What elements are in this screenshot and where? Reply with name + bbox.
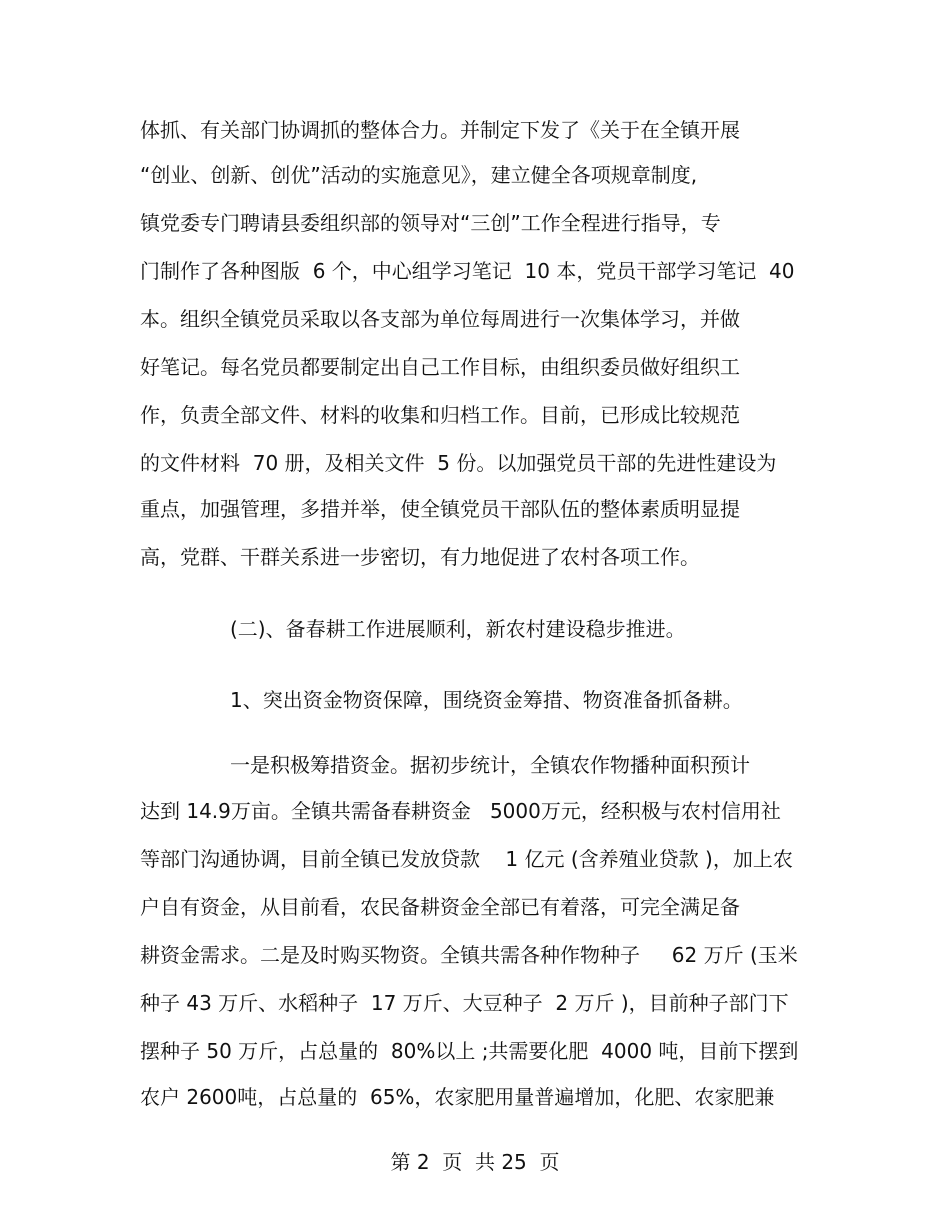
text-line: 作，负责全部文件、材料的收集和归档工作。目前，已形成比较规范 xyxy=(140,403,740,427)
text-line: 好笔记。每名党员都要制定出自己工作目标，由组织委员做好组织工 xyxy=(140,355,740,379)
text-line: “创业、创新、创优”活动的实施意见》，建立健全各项规章制度, xyxy=(140,163,698,187)
text-line: 体抓、有关部门协调抓的整体合力。并制定下发了《关于在全镇开展 xyxy=(140,118,740,142)
text-line: 高，党群、干群关系进一步密切，有力地促进了农村各项工作。 xyxy=(140,545,700,569)
text-line: 摆种子 50 万斤，占总量的 80%以上 ;共需要化肥 4000 吨，目前下摆到 xyxy=(140,1039,799,1063)
text-line: 达到 14.9万亩。全镇共需备春耕资金 5000万元，经积极与农村信用社 xyxy=(140,799,781,823)
text-line: 镇党委专门聘请县委组织部的领导对“三创”工作全程进行指导，专 xyxy=(140,211,721,235)
section-heading: (二)、备春耕工作进展顺利，新农村建设稳步推进。 xyxy=(230,617,686,641)
text-line: 等部门沟通协调，目前全镇已发放贷款 1 亿元 (含养殖业贷款 )，加上农 xyxy=(140,847,793,871)
page-footer: 第 2 页 共 25 页 xyxy=(390,1150,560,1174)
text-line: 门制作了各种图版 6 个，中心组学习笔记 10 本，党员干部学习笔记 40 xyxy=(140,259,795,283)
text-line: 户自有资金，从目前看，农民备耕资金全部已有着落，可完全满足备 xyxy=(140,895,740,919)
paragraph-first-line: 一是积极筹措资金。据初步统计，全镇农作物播种面积预计 xyxy=(230,753,750,777)
text-line: 农户 2600吨，占总量的 65%，农家肥用量普遍增加，化肥、农家肥兼 xyxy=(140,1085,775,1109)
text-line: 的文件材料 70 册，及相关文件 5 份。以加强党员干部的先进性建设为 xyxy=(140,451,777,475)
text-line: 耕资金需求。二是及时购买物资。全镇共需各种作物种子 62 万斤 (玉米 xyxy=(140,943,798,967)
text-line: 重点，加强管理，多措并举，使全镇党员干部队伍的整体素质明显提 xyxy=(140,497,740,521)
text-line: 本。组织全镇党员采取以各支部为单位每周进行一次集体学习，并做 xyxy=(140,307,740,331)
subsection-heading: 1、突出资金物资保障，围绕资金筹措、物资准备抓备耕。 xyxy=(230,688,743,712)
text-line: 种子 43 万斤、水稻种子 17 万斤、大豆种子 2 万斤 )，目前种子部门下 xyxy=(140,991,789,1015)
